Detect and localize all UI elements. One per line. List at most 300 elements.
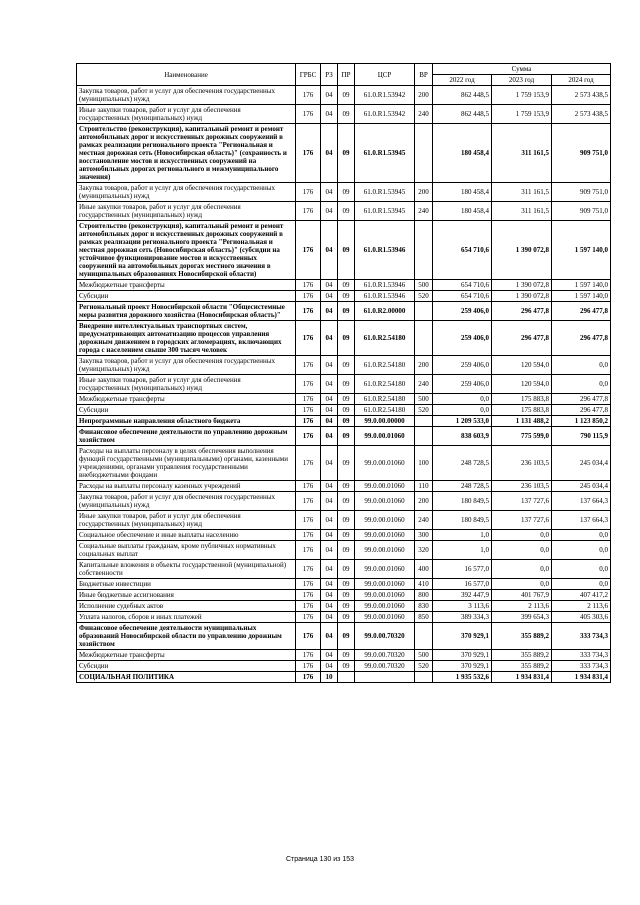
- cell-2023: 120 594,0: [492, 375, 552, 394]
- table-row: [77, 530, 611, 541]
- cell-2024: 296 477,8: [552, 405, 611, 416]
- cell-2022: 248 728,5: [433, 446, 492, 481]
- cell-pr: 09: [338, 481, 355, 492]
- cell-2024: 296 477,8: [552, 321, 611, 356]
- table-row: [77, 302, 611, 321]
- cell-csr: 99.0.00.01060: [355, 590, 415, 601]
- cell-vr: 240: [415, 375, 433, 394]
- table-row: [77, 612, 611, 623]
- cell-csr: 99.0.00.00000: [355, 416, 415, 427]
- cell-rz: 04: [321, 86, 338, 105]
- cell-name: Бюджетные инвестиции: [77, 579, 296, 590]
- table-row: [77, 590, 611, 601]
- cell-vr: 110: [415, 481, 433, 492]
- cell-pr: 09: [338, 446, 355, 481]
- cell-grbs: 176: [296, 221, 321, 280]
- cell-rz: 04: [321, 202, 338, 221]
- cell-vr: [415, 302, 433, 321]
- cell-csr: 61.0.R2.54180: [355, 405, 415, 416]
- cell-2022: 1,0: [433, 541, 492, 560]
- header-year-2024: 2024 год: [552, 75, 611, 86]
- cell-grbs: 176: [296, 302, 321, 321]
- cell-2023: 296 477,8: [492, 302, 552, 321]
- cell-grbs: 176: [296, 612, 321, 623]
- cell-2022: 3 113,6: [433, 601, 492, 612]
- cell-rz: 04: [321, 661, 338, 672]
- table-row: [77, 650, 611, 661]
- cell-name: Социальные выплаты гражданам, кроме публичных нормативных социальных выплат: [77, 541, 296, 560]
- cell-pr: [338, 672, 355, 683]
- cell-2023: 137 727,6: [492, 492, 552, 511]
- cell-2023: 2 113,6: [492, 601, 552, 612]
- cell-pr: 09: [338, 541, 355, 560]
- cell-name: Внедрение интеллектуальных транспортных систем, предусматривающих автоматизацию процессов управления дорожным движением в городских агломерациях, включающих города с населением свыше 300 тысяч человек: [77, 321, 296, 356]
- cell-2022: 180 849,5: [433, 492, 492, 511]
- cell-name: Межбюджетные трансферты: [77, 650, 296, 661]
- cell-vr: 500: [415, 280, 433, 291]
- cell-2024: 245 034,4: [552, 481, 611, 492]
- table-row: [77, 202, 611, 221]
- table-row: [77, 672, 611, 683]
- cell-vr: 500: [415, 650, 433, 661]
- cell-name: Уплата налогов, сборов и иных платежей: [77, 612, 296, 623]
- cell-grbs: 176: [296, 394, 321, 405]
- cell-2023: 1 759 153,9: [492, 105, 552, 124]
- cell-2022: 389 334,3: [433, 612, 492, 623]
- cell-2022: 1 935 532,6: [433, 672, 492, 683]
- cell-csr: 99.0.00.01060: [355, 530, 415, 541]
- cell-2022: 0,0: [433, 394, 492, 405]
- cell-grbs: 176: [296, 321, 321, 356]
- cell-2023: 0,0: [492, 541, 552, 560]
- cell-csr: [355, 672, 415, 683]
- cell-name: Субсидии: [77, 661, 296, 672]
- cell-rz: 04: [321, 511, 338, 530]
- cell-csr: 99.0.00.01060: [355, 612, 415, 623]
- cell-name: Региональный проект Новосибирской области "Общесистемные меры развития дорожного хозяйства (Новосибирская область)": [77, 302, 296, 321]
- cell-csr: 61.0.R1.53946: [355, 291, 415, 302]
- cell-name: Строительство (реконструкция), капитальный ремонт и ремонт автомобильных дорог и искусственных дорожных сооружений в рамках реализации регионального проекта "Региональная и местная дорожная сеть (Новосибирская область)" (сохранность и восстановление мостов и искусственных сооружений на автомобильных дорогах регионального и межмуниципального значения): [77, 124, 296, 183]
- cell-pr: 09: [338, 661, 355, 672]
- cell-2024: 405 303,6: [552, 612, 611, 623]
- cell-pr: 09: [338, 183, 355, 202]
- table-body: [77, 86, 611, 683]
- cell-name: Капитальные вложения в объекты государственной (муниципальной) собственности: [77, 560, 296, 579]
- cell-2022: 0,0: [433, 405, 492, 416]
- cell-csr: 61.0.R1.53945: [355, 202, 415, 221]
- cell-rz: 04: [321, 541, 338, 560]
- cell-2023: 137 727,6: [492, 511, 552, 530]
- cell-pr: 09: [338, 579, 355, 590]
- cell-vr: 520: [415, 291, 433, 302]
- cell-2023: 1 390 072,8: [492, 221, 552, 280]
- table-row: [77, 280, 611, 291]
- cell-name: Иные закупки товаров, работ и услуг для обеспечения государственных (муниципальных) нужд: [77, 375, 296, 394]
- cell-2024: 0,0: [552, 375, 611, 394]
- table-row: [77, 291, 611, 302]
- cell-2023: 236 103,5: [492, 481, 552, 492]
- cell-2022: 370 929,1: [433, 650, 492, 661]
- table-row: [77, 446, 611, 481]
- cell-csr: 99.0.00.01060: [355, 560, 415, 579]
- cell-pr: 09: [338, 492, 355, 511]
- cell-vr: 400: [415, 560, 433, 579]
- cell-name: Расходы на выплаты персоналу в целях обеспечения выполнения функций государственными (муниципальными) органами, казенными учреждениями, органами управления государственными внебюджетными фондами: [77, 446, 296, 481]
- cell-rz: 04: [321, 105, 338, 124]
- cell-2022: 248 728,5: [433, 481, 492, 492]
- cell-rz: 04: [321, 291, 338, 302]
- cell-2024: 790 115,9: [552, 427, 611, 446]
- cell-grbs: 176: [296, 124, 321, 183]
- cell-2022: 370 929,1: [433, 623, 492, 650]
- cell-2022: 370 929,1: [433, 661, 492, 672]
- cell-2024: 2 113,6: [552, 601, 611, 612]
- cell-vr: 320: [415, 541, 433, 560]
- cell-pr: 09: [338, 321, 355, 356]
- cell-pr: 09: [338, 623, 355, 650]
- cell-2022: 862 448,5: [433, 86, 492, 105]
- cell-vr: 800: [415, 590, 433, 601]
- cell-name: Расходы на выплаты персоналу казенных учреждений: [77, 481, 296, 492]
- cell-vr: 410: [415, 579, 433, 590]
- header-sum: Сумма: [433, 64, 611, 75]
- cell-name: Субсидии: [77, 405, 296, 416]
- cell-grbs: 176: [296, 672, 321, 683]
- cell-2022: 838 603,9: [433, 427, 492, 446]
- cell-name: Межбюджетные трансферты: [77, 394, 296, 405]
- cell-2024: 333 734,3: [552, 623, 611, 650]
- cell-grbs: 176: [296, 579, 321, 590]
- cell-2022: 16 577,0: [433, 560, 492, 579]
- cell-rz: 04: [321, 375, 338, 394]
- cell-rz: 04: [321, 623, 338, 650]
- cell-pr: 09: [338, 612, 355, 623]
- cell-2023: 0,0: [492, 579, 552, 590]
- cell-csr: 99.0.00.01060: [355, 511, 415, 530]
- table-row: [77, 321, 611, 356]
- cell-grbs: 176: [296, 541, 321, 560]
- cell-grbs: 176: [296, 623, 321, 650]
- cell-grbs: 176: [296, 530, 321, 541]
- cell-pr: 09: [338, 590, 355, 601]
- table-row: [77, 394, 611, 405]
- cell-2023: 175 883,8: [492, 394, 552, 405]
- cell-vr: 500: [415, 394, 433, 405]
- cell-2023: 1 934 831,4: [492, 672, 552, 683]
- cell-2022: 259 406,0: [433, 321, 492, 356]
- page-number: Страница 130 из 153: [285, 856, 355, 863]
- cell-vr: 200: [415, 356, 433, 375]
- cell-rz: 04: [321, 446, 338, 481]
- cell-vr: 520: [415, 661, 433, 672]
- cell-pr: 09: [338, 280, 355, 291]
- cell-2023: 311 161,5: [492, 183, 552, 202]
- cell-pr: 09: [338, 105, 355, 124]
- cell-2024: 296 477,8: [552, 394, 611, 405]
- cell-vr: 520: [415, 405, 433, 416]
- header-rz: РЗ: [321, 64, 338, 86]
- cell-2022: 259 406,0: [433, 375, 492, 394]
- cell-csr: 99.0.00.70320: [355, 650, 415, 661]
- cell-2024: 137 664,3: [552, 492, 611, 511]
- cell-2022: 259 406,0: [433, 356, 492, 375]
- cell-vr: 850: [415, 612, 433, 623]
- cell-csr: 99.0.00.70320: [355, 661, 415, 672]
- cell-2023: 0,0: [492, 560, 552, 579]
- cell-csr: 61.0.R1.53946: [355, 280, 415, 291]
- cell-pr: 09: [338, 650, 355, 661]
- cell-csr: 61.0.R2.54180: [355, 375, 415, 394]
- cell-2023: 120 594,0: [492, 356, 552, 375]
- cell-2023: 1 390 072,8: [492, 280, 552, 291]
- cell-2022: 259 406,0: [433, 302, 492, 321]
- cell-grbs: 176: [296, 560, 321, 579]
- cell-vr: 200: [415, 492, 433, 511]
- cell-vr: 200: [415, 183, 433, 202]
- cell-2024: 1 597 140,0: [552, 221, 611, 280]
- table-row: [77, 623, 611, 650]
- cell-csr: 99.0.00.01060: [355, 446, 415, 481]
- cell-name: СОЦИАЛЬНАЯ ПОЛИТИКА: [77, 672, 296, 683]
- cell-vr: 830: [415, 601, 433, 612]
- cell-2023: 399 654,3: [492, 612, 552, 623]
- cell-name: Закупка товаров, работ и услуг для обеспечения государственных (муниципальных) нужд: [77, 183, 296, 202]
- cell-2024: 0,0: [552, 541, 611, 560]
- cell-pr: 09: [338, 405, 355, 416]
- cell-vr: [415, 672, 433, 683]
- cell-pr: 09: [338, 427, 355, 446]
- cell-name: Строительство (реконструкция), капитальный ремонт и ремонт автомобильных дорог и искусственных дорожных сооружений в рамках реализации регионального проекта "Региональная и местная дорожная сеть (Новосибирская область)" (субсидии на устойчивое функционирование мостов и искусственных сооружений на автомобильных дорогах местного значения в муниципальных образованиях Новосибирской области): [77, 221, 296, 280]
- cell-rz: 04: [321, 650, 338, 661]
- cell-2024: 0,0: [552, 560, 611, 579]
- cell-grbs: 176: [296, 405, 321, 416]
- cell-rz: 04: [321, 427, 338, 446]
- cell-2023: 355 889,2: [492, 623, 552, 650]
- cell-rz: 04: [321, 601, 338, 612]
- cell-rz: 04: [321, 321, 338, 356]
- cell-vr: 240: [415, 105, 433, 124]
- cell-grbs: 176: [296, 511, 321, 530]
- cell-rz: 04: [321, 492, 338, 511]
- cell-2024: 1 934 831,4: [552, 672, 611, 683]
- cell-pr: 09: [338, 202, 355, 221]
- cell-grbs: 176: [296, 601, 321, 612]
- cell-2024: 0,0: [552, 579, 611, 590]
- table-row: [77, 405, 611, 416]
- cell-name: Исполнение судебных актов: [77, 601, 296, 612]
- table-row: [77, 375, 611, 394]
- header-year-2022: 2022 год: [433, 75, 492, 86]
- cell-name: Иные закупки товаров, работ и услуг для обеспечения государственных (муниципальных) нужд: [77, 202, 296, 221]
- header-grbs: ГРБС: [296, 64, 321, 86]
- cell-csr: 61.0.R2.54180: [355, 356, 415, 375]
- cell-2022: 862 448,5: [433, 105, 492, 124]
- cell-name: Непрограммные направления областного бюджета: [77, 416, 296, 427]
- cell-name: Финансовое обеспечение деятельности муниципальных образований Новосибирской области по управлению дорожным хозяйством: [77, 623, 296, 650]
- cell-name: Иные закупки товаров, работ и услуг для обеспечения государственных (муниципальных) нужд: [77, 511, 296, 530]
- table-row: [77, 579, 611, 590]
- cell-grbs: 176: [296, 492, 321, 511]
- cell-rz: 10: [321, 672, 338, 683]
- cell-pr: 09: [338, 530, 355, 541]
- cell-pr: 09: [338, 601, 355, 612]
- cell-csr: 99.0.00.01060: [355, 492, 415, 511]
- cell-2024: 245 034,4: [552, 446, 611, 481]
- cell-2023: 775 599,0: [492, 427, 552, 446]
- cell-rz: 04: [321, 416, 338, 427]
- table-row: [77, 427, 611, 446]
- cell-grbs: 176: [296, 375, 321, 394]
- cell-rz: 04: [321, 530, 338, 541]
- cell-rz: 04: [321, 221, 338, 280]
- cell-pr: 09: [338, 86, 355, 105]
- cell-rz: 04: [321, 183, 338, 202]
- cell-grbs: 176: [296, 105, 321, 124]
- cell-vr: 240: [415, 202, 433, 221]
- cell-name: Закупка товаров, работ и услуг для обеспечения государственных (муниципальных) нужд: [77, 492, 296, 511]
- cell-rz: 04: [321, 394, 338, 405]
- cell-grbs: 176: [296, 661, 321, 672]
- cell-2024: 407 417,2: [552, 590, 611, 601]
- table-row: [77, 356, 611, 375]
- cell-grbs: 176: [296, 183, 321, 202]
- cell-2022: 1 209 533,0: [433, 416, 492, 427]
- cell-rz: 04: [321, 590, 338, 601]
- table-row: [77, 601, 611, 612]
- cell-vr: [415, 321, 433, 356]
- cell-rz: 04: [321, 280, 338, 291]
- cell-2023: 1 131 488,2: [492, 416, 552, 427]
- cell-2023: 175 883,8: [492, 405, 552, 416]
- cell-2022: 180 458,4: [433, 124, 492, 183]
- cell-name: Закупка товаров, работ и услуг для обеспечения государственных (муниципальных) нужд: [77, 356, 296, 375]
- cell-vr: 240: [415, 511, 433, 530]
- cell-csr: 61.0.R1.53942: [355, 105, 415, 124]
- cell-2022: 180 849,5: [433, 511, 492, 530]
- cell-name: Финансовое обеспечение деятельности по управлению дорожным хозяйством: [77, 427, 296, 446]
- cell-2023: 0,0: [492, 530, 552, 541]
- cell-rz: 04: [321, 405, 338, 416]
- cell-name: Социальное обеспечение и иные выплаты населению: [77, 530, 296, 541]
- cell-grbs: 176: [296, 202, 321, 221]
- cell-pr: 09: [338, 302, 355, 321]
- cell-2022: 180 458,4: [433, 183, 492, 202]
- table-row: [77, 105, 611, 124]
- cell-2024: 0,0: [552, 530, 611, 541]
- budget-table: [76, 63, 611, 683]
- table-row: [77, 481, 611, 492]
- cell-pr: 09: [338, 375, 355, 394]
- cell-rz: 04: [321, 612, 338, 623]
- cell-2024: 137 664,3: [552, 511, 611, 530]
- cell-2022: 654 710,6: [433, 221, 492, 280]
- header-name: Наименование: [77, 64, 296, 86]
- cell-grbs: 176: [296, 590, 321, 601]
- cell-2022: 392 447,9: [433, 590, 492, 601]
- cell-grbs: 176: [296, 356, 321, 375]
- cell-2022: 180 458,4: [433, 202, 492, 221]
- cell-rz: 04: [321, 302, 338, 321]
- cell-2023: 311 161,5: [492, 124, 552, 183]
- cell-pr: 09: [338, 356, 355, 375]
- table-row: [77, 183, 611, 202]
- table-row: [77, 541, 611, 560]
- cell-name: Закупка товаров, работ и услуг для обеспечения государственных (муниципальных) нужд: [77, 86, 296, 105]
- cell-2024: 909 751,0: [552, 202, 611, 221]
- cell-vr: [415, 427, 433, 446]
- header-year-2023: 2023 год: [492, 75, 552, 86]
- cell-vr: 300: [415, 530, 433, 541]
- cell-vr: [415, 623, 433, 650]
- table-row: [77, 492, 611, 511]
- cell-csr: 99.0.00.01060: [355, 601, 415, 612]
- cell-vr: [415, 221, 433, 280]
- cell-grbs: 176: [296, 427, 321, 446]
- budget-table-page: [76, 63, 610, 683]
- cell-csr: 61.0.R1.53945: [355, 183, 415, 202]
- cell-rz: 04: [321, 481, 338, 492]
- cell-name: Межбюджетные трансферты: [77, 280, 296, 291]
- table-row: [77, 416, 611, 427]
- cell-2024: 2 573 438,5: [552, 105, 611, 124]
- cell-csr: 61.0.R2.54180: [355, 321, 415, 356]
- cell-2024: 1 123 850,2: [552, 416, 611, 427]
- table-row: [77, 661, 611, 672]
- cell-rz: 04: [321, 124, 338, 183]
- cell-grbs: 176: [296, 416, 321, 427]
- cell-csr: 99.0.00.01060: [355, 541, 415, 560]
- cell-2022: 654 710,6: [433, 280, 492, 291]
- cell-vr: 100: [415, 446, 433, 481]
- cell-2022: 1,0: [433, 530, 492, 541]
- cell-2024: 909 751,0: [552, 183, 611, 202]
- cell-pr: 09: [338, 416, 355, 427]
- cell-2024: 296 477,8: [552, 302, 611, 321]
- cell-2022: 654 710,6: [433, 291, 492, 302]
- cell-rz: 04: [321, 560, 338, 579]
- cell-2023: 1 759 153,9: [492, 86, 552, 105]
- table-header: [77, 64, 611, 86]
- cell-pr: 09: [338, 511, 355, 530]
- cell-2023: 355 889,2: [492, 661, 552, 672]
- cell-2023: 311 161,5: [492, 202, 552, 221]
- cell-vr: 200: [415, 86, 433, 105]
- cell-vr: [415, 124, 433, 183]
- cell-grbs: 176: [296, 446, 321, 481]
- table-row: [77, 86, 611, 105]
- cell-2023: 296 477,8: [492, 321, 552, 356]
- cell-csr: 99.0.00.70320: [355, 623, 415, 650]
- cell-csr: 99.0.00.01060: [355, 579, 415, 590]
- header-vr: ВР: [415, 64, 433, 86]
- table-row: [77, 511, 611, 530]
- table-row: [77, 124, 611, 183]
- cell-grbs: 176: [296, 481, 321, 492]
- table-row: [77, 221, 611, 280]
- cell-2024: 0,0: [552, 356, 611, 375]
- cell-grbs: 176: [296, 280, 321, 291]
- cell-csr: 99.0.00.01060: [355, 427, 415, 446]
- header-csr: ЦСР: [355, 64, 415, 86]
- cell-csr: 61.0.R1.53942: [355, 86, 415, 105]
- cell-pr: 09: [338, 221, 355, 280]
- cell-2024: 909 751,0: [552, 124, 611, 183]
- header-pr: ПР: [338, 64, 355, 86]
- cell-2023: 401 767,9: [492, 590, 552, 601]
- cell-csr: 99.0.00.01060: [355, 481, 415, 492]
- cell-pr: 09: [338, 394, 355, 405]
- cell-2022: 16 577,0: [433, 579, 492, 590]
